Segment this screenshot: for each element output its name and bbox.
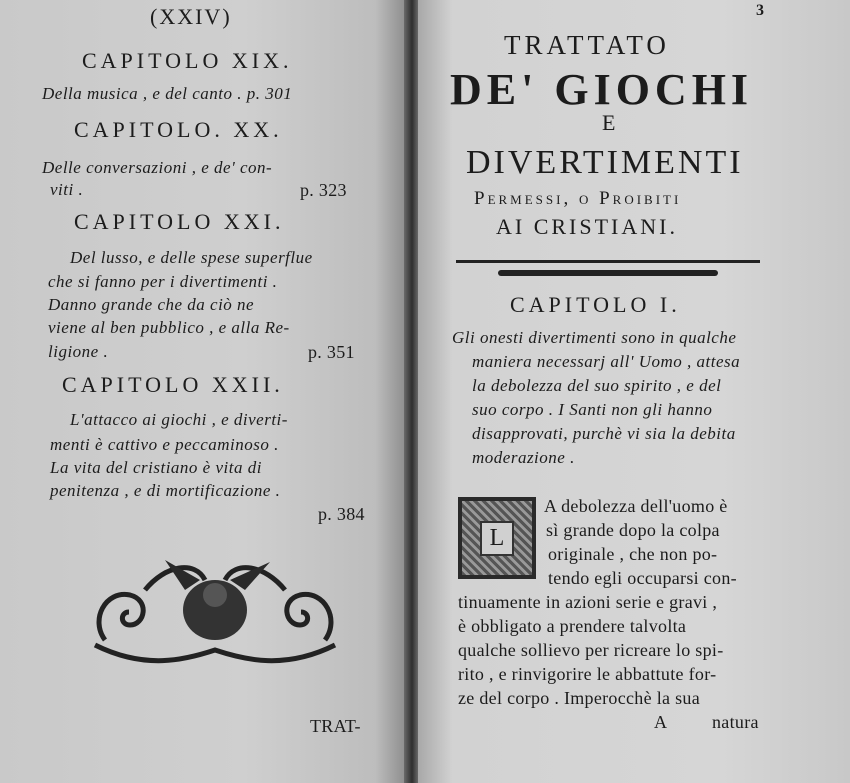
- right-page: [418, 0, 850, 783]
- toc-line: La vita del cristiano è vita di: [50, 458, 262, 477]
- toc-line: Della musica , e del canto . p. 301: [42, 84, 293, 103]
- body-line: A debolezza dell'uomo è: [544, 496, 728, 516]
- summary-line: Gli onesti divertimenti sono in qualche: [452, 328, 737, 347]
- body-line: tinuamente in azioni serie e gravi ,: [458, 592, 718, 612]
- signature-mark: A: [654, 712, 668, 732]
- chapter-heading: CAPITOLO XIX.: [82, 48, 293, 73]
- toc-line: ligione .: [48, 342, 109, 361]
- page-number: (XXIV): [150, 4, 232, 29]
- summary-line: la debolezza del suo spirito , e del: [472, 376, 722, 395]
- toc-line: che si fanno per i divertimenti .: [48, 272, 278, 291]
- title-line: AI CRISTIANI.: [496, 214, 678, 239]
- toc-line: penitenza , e di mortificazione .: [50, 481, 281, 500]
- title-main: DE' GIOCHI: [450, 65, 754, 114]
- title-line: TRATTATO: [504, 30, 670, 60]
- page-number: 3: [756, 2, 764, 19]
- rule-line: [498, 270, 718, 276]
- toc-line: Del lusso, e delle spese superflue: [70, 248, 313, 267]
- chapter-heading: CAPITOLO XXI.: [74, 209, 285, 234]
- chapter-heading: CAPITOLO. XX.: [74, 117, 283, 142]
- body-line: è obbligato a prendere talvolta: [458, 616, 687, 636]
- body-line: tendo egli occuparsi con-: [548, 568, 737, 588]
- title-line: E: [602, 110, 616, 135]
- page-ref: p. 384: [318, 504, 365, 524]
- toc-line: Danno grande che da ciò ne: [48, 295, 255, 314]
- toc-line: L'attacco ai giochi , e diverti-: [70, 410, 288, 429]
- title-subtitle: Permessi, o Proibiti: [474, 188, 682, 209]
- catchword: natura: [712, 712, 759, 732]
- summary-line: maniera necessarj all' Uomo , attesa: [472, 352, 741, 371]
- body-line: originale , che non po-: [548, 544, 718, 564]
- ornament-vignette: [85, 550, 345, 680]
- body-line: qualche sollievo per ricreare lo spi-: [458, 640, 724, 660]
- summary-line: moderazione .: [472, 448, 575, 467]
- page-ref: p. 323: [300, 180, 347, 200]
- left-page: [0, 0, 408, 783]
- page-ref: p. 351: [308, 342, 355, 362]
- body-line: ze del corpo . Imperocchè la sua: [458, 688, 700, 708]
- chapter-heading: CAPITOLO XXII.: [62, 372, 284, 397]
- body-line: rito , e rinvigorire le abbattute for-: [458, 664, 717, 684]
- toc-line: viti .: [50, 180, 84, 199]
- chapter-heading: CAPITOLO I.: [510, 292, 681, 317]
- summary-line: suo corpo . I Santi non gli hanno: [472, 400, 713, 419]
- toc-line: Delle conversazioni , e de' con-: [42, 158, 273, 177]
- rule-line: [456, 260, 760, 263]
- toc-line: menti è cattivo e peccaminoso .: [50, 435, 279, 454]
- drop-cap-box: [458, 497, 536, 579]
- body-line: sì grande dopo la colpa: [546, 520, 720, 540]
- title-line: DIVERTIMENTI: [466, 144, 744, 181]
- summary-line: disapprovati, purchè vi sia la debita: [472, 424, 736, 443]
- toc-line: viene al ben pubblico , e alla Re-: [48, 318, 290, 337]
- catchword: TRAT-: [310, 716, 361, 736]
- drop-cap: L: [480, 521, 515, 556]
